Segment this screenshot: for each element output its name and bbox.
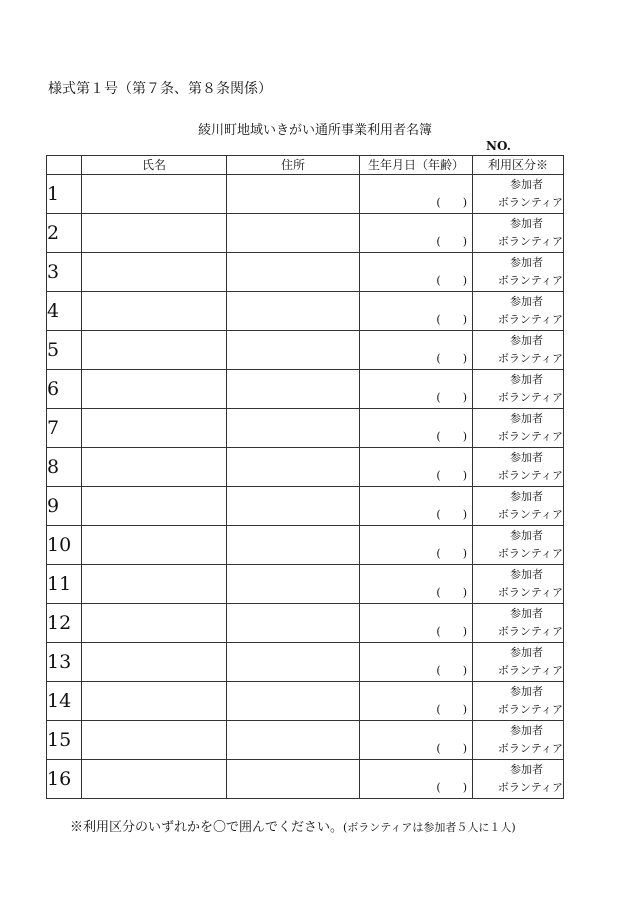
- category-participant[interactable]: 参加者: [510, 685, 543, 698]
- header-row: [47, 156, 564, 175]
- age-placeholder: ( ): [436, 391, 467, 404]
- address-cell[interactable]: [227, 292, 360, 331]
- address-cell[interactable]: [227, 526, 360, 565]
- category-participant[interactable]: 参加者: [510, 568, 543, 581]
- address-cell[interactable]: [227, 565, 360, 604]
- birthdate-cell[interactable]: [360, 565, 473, 604]
- birthdate-cell[interactable]: [360, 604, 473, 643]
- age-placeholder: ( ): [436, 469, 467, 482]
- age-placeholder: ( ): [436, 703, 467, 716]
- header-birthdate-age: 生年月日（年齢）: [360, 156, 473, 175]
- usage-category-cell[interactable]: [473, 175, 564, 214]
- name-cell[interactable]: [82, 409, 227, 448]
- name-cell[interactable]: [82, 448, 227, 487]
- age-placeholder: ( ): [436, 235, 467, 248]
- category-volunteer[interactable]: ボランティア: [497, 235, 563, 248]
- address-cell[interactable]: [227, 682, 360, 721]
- address-cell[interactable]: [227, 409, 360, 448]
- category-volunteer[interactable]: ボランティア: [497, 703, 563, 716]
- row-number: 1: [47, 175, 82, 214]
- table-row: [47, 175, 564, 214]
- category-volunteer[interactable]: ボランティア: [497, 469, 563, 482]
- category-participant[interactable]: 参加者: [510, 724, 543, 737]
- usage-category-cell[interactable]: [473, 331, 564, 370]
- usage-category-cell[interactable]: [473, 721, 564, 760]
- age-placeholder: ( ): [436, 508, 467, 521]
- footnote-main: ※利用区分のいずれかを〇で囲んでください。: [70, 820, 344, 835]
- name-cell[interactable]: [82, 331, 227, 370]
- table-row: [47, 214, 564, 253]
- address-cell[interactable]: [227, 643, 360, 682]
- table-row: [47, 448, 564, 487]
- category-volunteer[interactable]: ボランティア: [497, 664, 563, 677]
- table-row: [47, 721, 564, 760]
- row-number: 13: [47, 643, 82, 682]
- address-cell[interactable]: [227, 487, 360, 526]
- name-cell[interactable]: [82, 526, 227, 565]
- category-volunteer[interactable]: ボランティア: [497, 781, 563, 794]
- name-cell[interactable]: [82, 604, 227, 643]
- table-row: [47, 526, 564, 565]
- category-volunteer[interactable]: ボランティア: [497, 313, 563, 326]
- category-volunteer[interactable]: ボランティア: [497, 352, 563, 365]
- usage-category-cell[interactable]: [473, 292, 564, 331]
- name-cell[interactable]: [82, 643, 227, 682]
- page-number-label: NO.: [486, 139, 511, 153]
- birthdate-cell[interactable]: [360, 292, 473, 331]
- age-placeholder: ( ): [436, 274, 467, 287]
- table-row: [47, 682, 564, 721]
- category-volunteer[interactable]: ボランティア: [497, 274, 563, 287]
- birthdate-cell[interactable]: [360, 214, 473, 253]
- table-row: [47, 331, 564, 370]
- name-cell[interactable]: [82, 760, 227, 799]
- usage-category-cell[interactable]: [473, 409, 564, 448]
- name-cell[interactable]: [82, 487, 227, 526]
- table-row: [47, 292, 564, 331]
- birthdate-cell[interactable]: [360, 526, 473, 565]
- category-volunteer[interactable]: ボランティア: [497, 742, 563, 755]
- table-row: [47, 487, 564, 526]
- category-volunteer[interactable]: ボランティア: [497, 547, 563, 560]
- register-body: [47, 175, 564, 799]
- row-number: 15: [47, 721, 82, 760]
- category-volunteer[interactable]: ボランティア: [497, 586, 563, 599]
- category-participant[interactable]: 参加者: [510, 256, 543, 269]
- header-usage-category: 利用区分※: [473, 156, 564, 175]
- category-volunteer[interactable]: ボランティア: [497, 508, 563, 521]
- row-number: 10: [47, 526, 82, 565]
- category-participant[interactable]: 参加者: [510, 646, 543, 659]
- category-participant[interactable]: 参加者: [510, 607, 543, 620]
- usage-category-cell[interactable]: [473, 760, 564, 799]
- name-cell[interactable]: [82, 214, 227, 253]
- address-cell[interactable]: [227, 175, 360, 214]
- birthdate-cell[interactable]: [360, 448, 473, 487]
- footnote: [70, 816, 516, 835]
- category-participant[interactable]: 参加者: [510, 217, 543, 230]
- name-cell[interactable]: [82, 370, 227, 409]
- name-cell[interactable]: [82, 721, 227, 760]
- row-number: 7: [47, 409, 82, 448]
- row-number: 12: [47, 604, 82, 643]
- category-participant[interactable]: 参加者: [510, 373, 543, 386]
- usage-category-cell[interactable]: [473, 643, 564, 682]
- row-number: 11: [47, 565, 82, 604]
- row-number: 3: [47, 253, 82, 292]
- category-participant[interactable]: 参加者: [510, 178, 543, 191]
- form-number-label: 様式第１号（第７条、第８条関係）: [48, 81, 272, 97]
- age-placeholder: ( ): [436, 742, 467, 755]
- header-name: 氏名: [82, 156, 227, 175]
- name-cell[interactable]: [82, 253, 227, 292]
- category-participant[interactable]: 参加者: [510, 451, 543, 464]
- category-volunteer[interactable]: ボランティア: [497, 625, 563, 638]
- table-row: [47, 370, 564, 409]
- birthdate-cell[interactable]: [360, 253, 473, 292]
- name-cell[interactable]: [82, 565, 227, 604]
- address-cell[interactable]: [227, 331, 360, 370]
- category-participant[interactable]: 参加者: [510, 529, 543, 542]
- address-cell[interactable]: [227, 760, 360, 799]
- category-participant[interactable]: 参加者: [510, 334, 543, 347]
- user-register-table: [46, 155, 564, 799]
- birthdate-cell[interactable]: [360, 370, 473, 409]
- table-row: [47, 253, 564, 292]
- usage-category-cell[interactable]: [473, 448, 564, 487]
- usage-category-cell[interactable]: [473, 370, 564, 409]
- category-participant[interactable]: 参加者: [510, 295, 543, 308]
- usage-category-cell[interactable]: [473, 682, 564, 721]
- category-volunteer[interactable]: ボランティア: [497, 430, 563, 443]
- usage-category-cell[interactable]: [473, 526, 564, 565]
- birthdate-cell[interactable]: [360, 682, 473, 721]
- address-cell[interactable]: [227, 253, 360, 292]
- table-row: [47, 604, 564, 643]
- name-cell[interactable]: [82, 175, 227, 214]
- table-row: [47, 760, 564, 799]
- category-participant[interactable]: 参加者: [510, 763, 543, 776]
- header-address: 住所: [227, 156, 360, 175]
- footnote-sub: (ボランティアは参加者５人に１人): [343, 821, 516, 834]
- birthdate-cell[interactable]: [360, 331, 473, 370]
- table-row: [47, 409, 564, 448]
- age-placeholder: ( ): [436, 196, 467, 209]
- birthdate-cell[interactable]: [360, 760, 473, 799]
- address-cell[interactable]: [227, 721, 360, 760]
- age-placeholder: ( ): [436, 586, 467, 599]
- name-cell[interactable]: [82, 292, 227, 331]
- table-row: [47, 643, 564, 682]
- row-number: 16: [47, 760, 82, 799]
- usage-category-cell[interactable]: [473, 565, 564, 604]
- row-number: 2: [47, 214, 82, 253]
- address-cell[interactable]: [227, 604, 360, 643]
- address-cell[interactable]: [227, 448, 360, 487]
- birthdate-cell[interactable]: [360, 175, 473, 214]
- row-number: 14: [47, 682, 82, 721]
- row-number: 5: [47, 331, 82, 370]
- age-placeholder: ( ): [436, 313, 467, 326]
- category-volunteer[interactable]: ボランティア: [497, 196, 563, 209]
- row-number: 4: [47, 292, 82, 331]
- birthdate-cell[interactable]: [360, 487, 473, 526]
- age-placeholder: ( ): [436, 352, 467, 365]
- row-number: 6: [47, 370, 82, 409]
- category-volunteer[interactable]: ボランティア: [497, 391, 563, 404]
- birthdate-cell[interactable]: [360, 409, 473, 448]
- header-number: [47, 156, 82, 175]
- address-cell[interactable]: [227, 370, 360, 409]
- age-placeholder: ( ): [436, 664, 467, 677]
- category-participant[interactable]: 参加者: [510, 490, 543, 503]
- age-placeholder: ( ): [436, 781, 467, 794]
- name-cell[interactable]: [82, 682, 227, 721]
- table-row: [47, 565, 564, 604]
- usage-category-cell[interactable]: [473, 604, 564, 643]
- usage-category-cell[interactable]: [473, 487, 564, 526]
- row-number: 9: [47, 487, 82, 526]
- category-participant[interactable]: 参加者: [510, 412, 543, 425]
- address-cell[interactable]: [227, 214, 360, 253]
- usage-category-cell[interactable]: [473, 253, 564, 292]
- age-placeholder: ( ): [436, 430, 467, 443]
- age-placeholder: ( ): [436, 625, 467, 638]
- row-number: 8: [47, 448, 82, 487]
- age-placeholder: ( ): [436, 547, 467, 560]
- document-title: 綾川町地域いきがい通所事業利用者名簿: [197, 123, 432, 138]
- usage-category-cell[interactable]: [473, 214, 564, 253]
- birthdate-cell[interactable]: [360, 643, 473, 682]
- birthdate-cell[interactable]: [360, 721, 473, 760]
